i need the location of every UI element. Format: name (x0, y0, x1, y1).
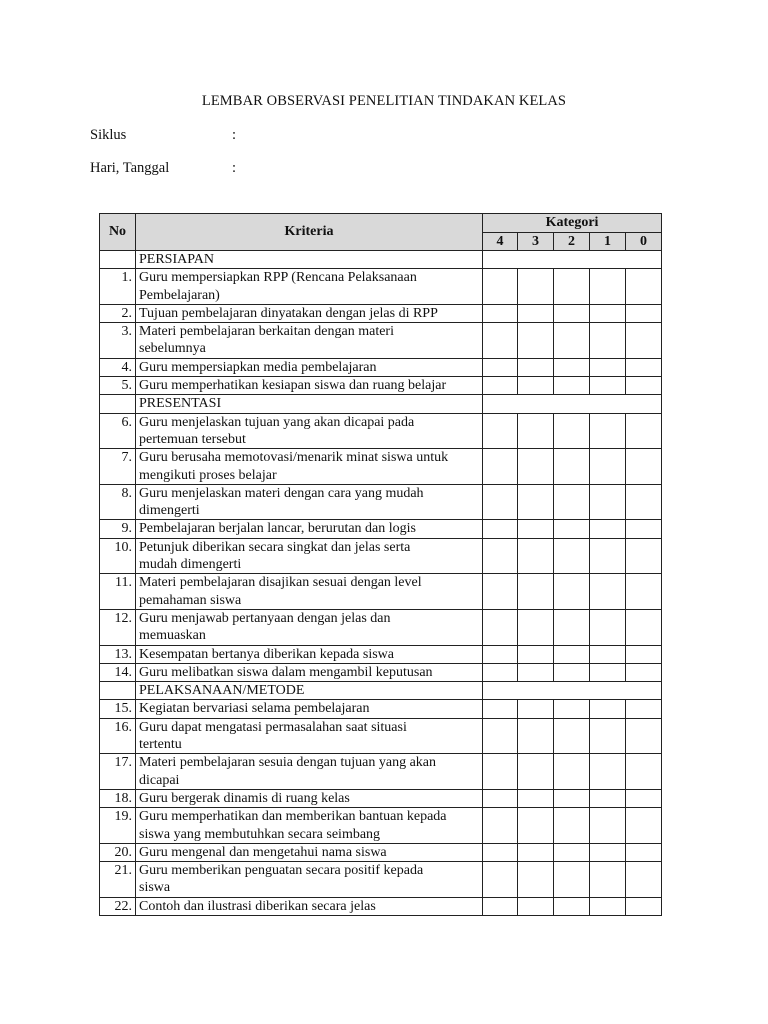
row-number: 10. (100, 538, 136, 574)
score-0-cell[interactable] (626, 897, 662, 915)
section-row (100, 395, 662, 413)
table-row (100, 718, 662, 754)
criteria-cell (136, 645, 483, 663)
field-label: Hari, Tanggal (90, 160, 170, 176)
criteria-line: Guru dapat mengatasi permasalahan saat situasi (139, 719, 407, 735)
criteria-cell (136, 323, 483, 359)
table-row (100, 862, 662, 898)
criteria-line: Guru mempersiapkan RPP (Rencana Pelaksanaan (139, 270, 417, 286)
criteria-line: mengikuti proses belajar (139, 467, 277, 483)
score-4-cell[interactable] (483, 789, 518, 807)
row-number: 21. (100, 862, 136, 898)
row-number: 22. (100, 897, 136, 915)
score-3-cell[interactable] (518, 574, 554, 610)
score-3-cell[interactable] (518, 323, 554, 359)
score-4-cell[interactable] (483, 269, 518, 305)
score-1-cell[interactable] (590, 843, 626, 861)
score-4-cell[interactable] (483, 538, 518, 574)
score-2-cell[interactable] (554, 574, 590, 610)
criteria-cell (136, 538, 483, 574)
score-2-cell[interactable] (554, 413, 590, 449)
score-4-cell[interactable] (483, 304, 518, 322)
score-4-cell[interactable] (483, 663, 518, 681)
criteria-cell (136, 358, 483, 376)
row-number: 19. (100, 808, 136, 844)
score-2-cell[interactable] (554, 609, 590, 645)
criteria-line: pertemuan tersebut (139, 431, 246, 447)
table-row (100, 304, 662, 322)
score-0-cell[interactable] (626, 574, 662, 610)
criteria-line: pemahaman siswa (139, 592, 242, 608)
row-number-cell (100, 395, 136, 413)
score-1-cell[interactable] (590, 645, 626, 663)
score-4-cell[interactable] (483, 377, 518, 395)
section-row (100, 682, 662, 700)
score-2-cell[interactable] (554, 538, 590, 574)
criteria-line: siswa yang membutuhkan secara seimbang (139, 826, 381, 842)
criteria-line: tertentu (139, 737, 182, 753)
score-3-cell[interactable] (518, 843, 554, 861)
score-4-cell[interactable] (483, 609, 518, 645)
score-1-cell[interactable] (590, 520, 626, 538)
criteria-line: Guru melibatkan siswa dalam mengambil keputusan (139, 664, 433, 680)
score-3-cell[interactable] (518, 609, 554, 645)
criteria-line: Petunjuk diberikan secara singkat dan jelas serta (139, 539, 411, 555)
section-category-cell (483, 251, 662, 269)
table-row (100, 323, 662, 359)
score-2-cell[interactable] (554, 789, 590, 807)
table-row (100, 808, 662, 844)
criteria-line: dicapai (139, 772, 180, 788)
score-0-cell[interactable] (626, 700, 662, 718)
criteria-cell (136, 484, 483, 520)
criteria-cell (136, 609, 483, 645)
score-3-cell[interactable] (518, 484, 554, 520)
score-0-cell[interactable] (626, 538, 662, 574)
score-4-cell[interactable] (483, 808, 518, 844)
score-0-cell[interactable] (626, 645, 662, 663)
score-1-cell[interactable] (590, 663, 626, 681)
table-row (100, 377, 662, 395)
score-2-cell[interactable] (554, 862, 590, 898)
criteria-cell (136, 377, 483, 395)
score-0-cell[interactable] (626, 663, 662, 681)
row-number: 20. (100, 843, 136, 861)
score-1-cell[interactable] (590, 754, 626, 790)
score-0-cell[interactable] (626, 808, 662, 844)
header-score-2: 2 (554, 233, 590, 251)
score-3-cell[interactable] (518, 538, 554, 574)
score-0-cell[interactable] (626, 754, 662, 790)
header-score-1: 1 (590, 233, 626, 251)
criteria-line: sebelumnya (139, 341, 206, 357)
score-4-cell[interactable] (483, 323, 518, 359)
score-1-cell[interactable] (590, 413, 626, 449)
criteria-cell (136, 269, 483, 305)
score-3-cell[interactable] (518, 718, 554, 754)
observation-table (99, 213, 662, 916)
row-number: 8. (100, 484, 136, 520)
criteria-cell (136, 843, 483, 861)
criteria-line: Pembelajaran berjalan lancar, berurutan dan logis (139, 521, 416, 537)
table-row (100, 538, 662, 574)
score-4-cell[interactable] (483, 897, 518, 915)
score-3-cell[interactable] (518, 304, 554, 322)
score-2-cell[interactable] (554, 484, 590, 520)
score-0-cell[interactable] (626, 304, 662, 322)
score-2-cell[interactable] (554, 663, 590, 681)
table-row (100, 645, 662, 663)
header-score-0: 0 (626, 233, 662, 251)
criteria-line: Kegiatan bervariasi selama pembelajaran (139, 701, 370, 717)
table-row (100, 663, 662, 681)
criteria-cell (136, 718, 483, 754)
table-row (100, 754, 662, 790)
score-1-cell[interactable] (590, 377, 626, 395)
score-4-cell[interactable] (483, 358, 518, 376)
score-0-cell[interactable] (626, 520, 662, 538)
score-2-cell[interactable] (554, 323, 590, 359)
table-row (100, 413, 662, 449)
criteria-line: Materi pembelajaran disajikan sesuai dengan level (139, 575, 422, 591)
score-2-cell[interactable] (554, 897, 590, 915)
criteria-line: Contoh dan ilustrasi diberikan secara jelas (139, 898, 376, 914)
criteria-cell (136, 413, 483, 449)
score-4-cell[interactable] (483, 862, 518, 898)
score-0-cell[interactable] (626, 269, 662, 305)
score-4-cell[interactable] (483, 700, 518, 718)
criteria-cell (136, 449, 483, 485)
score-0-cell[interactable] (626, 449, 662, 485)
score-0-cell[interactable] (626, 377, 662, 395)
criteria-line: Guru menjelaskan tujuan yang akan dicapai pada (139, 414, 415, 430)
score-1-cell[interactable] (590, 808, 626, 844)
score-2-cell[interactable] (554, 520, 590, 538)
header-score-3: 3 (518, 233, 554, 251)
row-number: 7. (100, 449, 136, 485)
section-category-cell (483, 682, 662, 700)
table-row (100, 843, 662, 861)
score-4-cell[interactable] (483, 843, 518, 861)
criteria-line: Materi pembelajaran berkaitan dengan materi (139, 324, 394, 340)
section-title: PELAKSANAAN/METODE (136, 682, 483, 700)
score-0-cell[interactable] (626, 862, 662, 898)
score-1-cell[interactable] (590, 304, 626, 322)
score-3-cell[interactable] (518, 789, 554, 807)
score-1-cell[interactable] (590, 862, 626, 898)
score-3-cell[interactable] (518, 449, 554, 485)
row-number: 13. (100, 645, 136, 663)
criteria-line: Pembelajaran) (139, 287, 220, 303)
row-number: 4. (100, 358, 136, 376)
criteria-cell (136, 520, 483, 538)
criteria-line: Guru mengenal dan mengetahui nama siswa (139, 844, 387, 860)
criteria-cell (136, 808, 483, 844)
table-row (100, 449, 662, 485)
score-4-cell[interactable] (483, 718, 518, 754)
score-3-cell[interactable] (518, 663, 554, 681)
score-3-cell[interactable] (518, 862, 554, 898)
field-colon: : (232, 160, 237, 176)
header-criteria: Kriteria (136, 214, 483, 251)
row-number: 17. (100, 754, 136, 790)
score-1-cell[interactable] (590, 789, 626, 807)
field-label: Siklus (90, 127, 127, 143)
page-title: LEMBAR OBSERVASI PENELITIAN TINDAKAN KELAS (201, 93, 567, 109)
field-hari-tanggal (90, 160, 237, 177)
table-row (100, 520, 662, 538)
criteria-cell (136, 304, 483, 322)
score-3-cell[interactable] (518, 754, 554, 790)
score-0-cell[interactable] (626, 789, 662, 807)
score-0-cell[interactable] (626, 609, 662, 645)
criteria-line: Guru memperhatikan dan memberikan bantuan kepada (139, 809, 447, 825)
score-2-cell[interactable] (554, 377, 590, 395)
score-4-cell[interactable] (483, 645, 518, 663)
criteria-line: Guru mempersiapkan media pembelajaran (139, 359, 377, 375)
score-3-cell[interactable] (518, 377, 554, 395)
score-0-cell[interactable] (626, 413, 662, 449)
row-number: 16. (100, 718, 136, 754)
row-number: 9. (100, 520, 136, 538)
score-1-cell[interactable] (590, 269, 626, 305)
criteria-line: dimengerti (139, 503, 200, 519)
score-0-cell[interactable] (626, 718, 662, 754)
table-row (100, 574, 662, 610)
table-row (100, 269, 662, 305)
section-title: PRESENTASI (136, 395, 483, 413)
score-3-cell[interactable] (518, 808, 554, 844)
table-row (100, 358, 662, 376)
score-1-cell[interactable] (590, 323, 626, 359)
score-1-cell[interactable] (590, 574, 626, 610)
field-colon: : (232, 127, 237, 143)
score-2-cell[interactable] (554, 645, 590, 663)
row-number: 12. (100, 609, 136, 645)
row-number: 18. (100, 789, 136, 807)
header-no: No (100, 214, 136, 251)
criteria-line: memuaskan (139, 628, 206, 644)
score-1-cell[interactable] (590, 538, 626, 574)
criteria-cell (136, 663, 483, 681)
score-2-cell[interactable] (554, 304, 590, 322)
table-row (100, 700, 662, 718)
score-2-cell[interactable] (554, 269, 590, 305)
row-number-cell (100, 251, 136, 269)
criteria-line: Guru berusaha memotovasi/menarik minat siswa untuk (139, 450, 449, 466)
criteria-line: Guru bergerak dinamis di ruang kelas (139, 790, 350, 806)
criteria-line: Kesempatan bertanya diberikan kepada siswa (139, 646, 395, 662)
criteria-line: Guru memperhatikan kesiapan siswa dan ruang belajar (139, 378, 447, 394)
score-4-cell[interactable] (483, 574, 518, 610)
score-4-cell[interactable] (483, 484, 518, 520)
criteria-cell (136, 754, 483, 790)
field-siklus (90, 127, 237, 144)
row-number: 15. (100, 700, 136, 718)
score-3-cell[interactable] (518, 700, 554, 718)
score-3-cell[interactable] (518, 269, 554, 305)
score-0-cell[interactable] (626, 484, 662, 520)
criteria-cell (136, 789, 483, 807)
header-score-4: 4 (483, 233, 518, 251)
section-title: PERSIAPAN (136, 251, 483, 269)
criteria-line: mudah dimengerti (139, 557, 242, 573)
criteria-cell (136, 897, 483, 915)
table-body (100, 251, 662, 916)
score-3-cell[interactable] (518, 645, 554, 663)
score-1-cell[interactable] (590, 484, 626, 520)
section-category-cell (483, 395, 662, 413)
criteria-line: Materi pembelajaran sesuia dengan tujuan yang akan (139, 755, 436, 771)
score-4-cell[interactable] (483, 449, 518, 485)
score-0-cell[interactable] (626, 358, 662, 376)
criteria-line: siswa (139, 880, 171, 896)
criteria-line: Tujuan pembelajaran dinyatakan dengan jelas di RPP (139, 305, 438, 321)
criteria-line: Guru menjawab pertanyaan dengan jelas dan (139, 610, 391, 626)
score-1-cell[interactable] (590, 718, 626, 754)
score-4-cell[interactable] (483, 520, 518, 538)
criteria-cell (136, 862, 483, 898)
table-row (100, 897, 662, 915)
row-number: 3. (100, 323, 136, 359)
score-0-cell[interactable] (626, 323, 662, 359)
score-4-cell[interactable] (483, 754, 518, 790)
score-2-cell[interactable] (554, 700, 590, 718)
score-1-cell[interactable] (590, 609, 626, 645)
score-1-cell[interactable] (590, 700, 626, 718)
section-row (100, 251, 662, 269)
score-3-cell[interactable] (518, 413, 554, 449)
row-number: 1. (100, 269, 136, 305)
score-4-cell[interactable] (483, 413, 518, 449)
score-3-cell[interactable] (518, 520, 554, 538)
header-category: Kategori (483, 214, 662, 233)
row-number-cell (100, 682, 136, 700)
score-2-cell[interactable] (554, 449, 590, 485)
score-2-cell[interactable] (554, 754, 590, 790)
criteria-line: Guru memberikan penguatan secara positif kepada (139, 863, 424, 879)
score-1-cell[interactable] (590, 897, 626, 915)
row-number: 5. (100, 377, 136, 395)
table-row (100, 609, 662, 645)
score-0-cell[interactable] (626, 843, 662, 861)
criteria-line: Guru menjelaskan materi dengan cara yang mudah (139, 485, 424, 501)
row-number: 14. (100, 663, 136, 681)
score-2-cell[interactable] (554, 718, 590, 754)
score-1-cell[interactable] (590, 449, 626, 485)
score-3-cell[interactable] (518, 897, 554, 915)
criteria-cell (136, 700, 483, 718)
score-1-cell[interactable] (590, 358, 626, 376)
row-number: 11. (100, 574, 136, 610)
score-2-cell[interactable] (554, 843, 590, 861)
table-row (100, 484, 662, 520)
row-number: 6. (100, 413, 136, 449)
score-2-cell[interactable] (554, 358, 590, 376)
score-2-cell[interactable] (554, 808, 590, 844)
score-3-cell[interactable] (518, 358, 554, 376)
table-row (100, 789, 662, 807)
row-number: 2. (100, 304, 136, 322)
criteria-cell (136, 574, 483, 610)
